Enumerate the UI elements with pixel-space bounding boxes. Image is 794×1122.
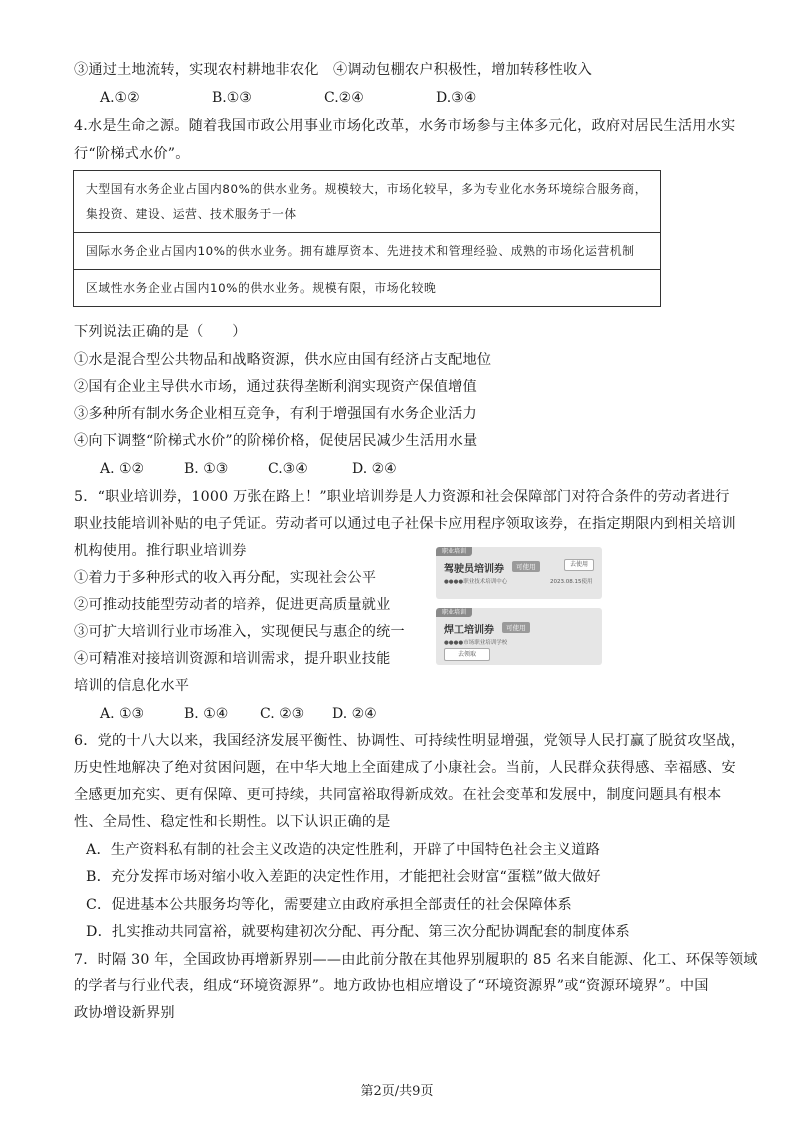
q6-option-a: A．生产资料私有制的社会主义改造的决定性胜利，开辟了中国特色社会主义道路 (86, 842, 601, 858)
q5-options (100, 704, 377, 724)
table-cell: 区域性水务企业占国内10%的供水业务。规模有限，市场化较晚 (74, 270, 661, 307)
coupon-tag: 职业培训 (436, 608, 472, 617)
page-number: 第2页/共9页 (360, 1084, 434, 1099)
coupon-badge: 可使用 (502, 622, 530, 633)
option-a: A. ①③ (100, 706, 145, 722)
q5-statement-4: ④可精准对接培训资源和培训需求，提升职业技能 (74, 651, 391, 667)
claim-coupon-button: 去领取 (444, 648, 490, 661)
q4-stem-line-1: 4.水是生命之源。随着我国市政公用事业市场化改革，水务市场参与主体多元化，政府对居民生活用水实 (74, 118, 736, 134)
q6-stem-line-4: 性、全局性、稳定性和长期性。以下认识正确的是 (74, 814, 391, 830)
coupon-date: 2023.08.15使用 (550, 579, 593, 585)
q5-statement-1: ①着力于多种形式的收入再分配，实现社会公平 (74, 570, 377, 586)
option-d: D.③④ (436, 90, 477, 106)
option-c: C.③④ (268, 461, 308, 477)
option-c: C. ②③ (260, 706, 305, 722)
q4-statement-3: ③多种所有制水务企业相互竞争，有利于增强国有水务企业活力 (74, 406, 477, 422)
option-b: B. ①④ (184, 706, 229, 722)
option-b: B. ①③ (184, 461, 229, 477)
option-a: A. ①② (100, 461, 145, 477)
q5-stem-line-3: 机构使用。推行职业培训券 (74, 543, 247, 559)
coupon-tag: 职业培训 (436, 547, 472, 556)
welder-coupon (436, 608, 602, 665)
q3-statement-line: ③通过土地流转，实现农村耕地非农化 ④调动包棚农户积极性，增加转移性收入 (74, 62, 592, 78)
option-b: B.①③ (212, 90, 252, 106)
driver-coupon (436, 547, 602, 599)
q6-stem-line-3: 全感更加充实、更有保障、更可持续，共同富裕取得新成效。在社会变革和发展中，制度问题具有根本 (74, 787, 722, 803)
q5-statement-3: ③可扩大培训行业市场准入，实现便民与惠企的统一 (74, 624, 405, 640)
q6-option-b: B．充分发挥市场对缩小收入差距的决定性作用，才能把社会财富“蛋糕”做大做好 (86, 869, 601, 885)
q3-options (100, 88, 476, 108)
coupon-badge: 可使用 (512, 561, 540, 572)
table-cell: 大型国有水务企业占国内80%的供水业务。规模较大，市场化较早，多为专业化水务环境综合服务商，集投资、建设、运营、技术服务于一体 (74, 171, 661, 233)
q4-options (100, 459, 397, 479)
table-row (74, 233, 661, 270)
q7-stem-line-1: 7．时隔 30 年，全国政协再增新界别——由此前分散在其他界别履职的 85 名来自能源、化工、环保等领域 (74, 952, 758, 968)
q4-stem-line-2: 行“阶梯式水价”。 (74, 146, 190, 162)
q7-stem-line-2: 的学者与行业代表，组成“环境资源界”。地方政协也相应增设了“环境资源界”或“资源环境界”。中国 (74, 978, 709, 994)
use-coupon-button: 去使用 (564, 559, 594, 571)
q5-statement-2: ②可推动技能型劳动者的培养，促进更高质量就业 (74, 597, 391, 613)
q4-statement-1: ①水是混合型公共物品和战略资源，供水应由国有经济占支配地位 (74, 352, 492, 368)
option-d: D. ②④ (332, 706, 377, 722)
q6-option-d: D．扎实推动共同富裕，就要构建初次分配、再分配、第三次分配协调配套的制度体系 (86, 924, 630, 940)
training-coupons-image (436, 547, 602, 665)
q6-option-c: C．促进基本公共服务均等化，需要建立由政府承担全部责任的社会保障体系 (86, 897, 572, 913)
table-cell: 国际水务企业占国内10%的供水业务。拥有雄厚资本、先进技术和管理经验、成熟的市场化运营机制 (74, 233, 661, 270)
q6-stem-line-1: 6．党的十八大以来，我国经济发展平衡性、协调性、可持续性明显增强，党领导人民打赢了脱贫攻坚战， (74, 733, 746, 749)
q5-stem-line-2: 职业技能培训补贴的电子凭证。劳动者可以通过电子社保卡应用程序领取该券，在指定期限内到相关培训 (74, 516, 736, 532)
option-c: C.②④ (324, 90, 364, 106)
table-row (74, 270, 661, 307)
q5-statement-4-cont: 培训的信息化水平 (74, 678, 190, 694)
q4-statement-2: ②国有企业主导供水市场，通过获得垄断利润实现资产保值增值 (74, 379, 477, 395)
water-enterprise-table (73, 170, 661, 307)
q7-stem-line-3: 政协增设新界别 (74, 1005, 175, 1021)
q4-question: 下列说法正确的是（ ） (74, 324, 247, 340)
q4-statement-4: ④向下调整“阶梯式水价”的阶梯价格，促使居民减少生活用水量 (74, 433, 478, 449)
table-row (74, 171, 661, 233)
coupon-issuer: ●●●●职业技术培训中心 (444, 579, 508, 585)
coupon-title: 焊工培训券 (444, 625, 494, 636)
option-a: A.①② (100, 90, 140, 106)
coupon-issuer: ●●●●市场职业培训学校 (444, 640, 508, 646)
coupon-title: 驾驶员培训券 (444, 564, 504, 575)
q5-stem-line-1: 5．“职业培训券，1000 万张在路上！”职业培训券是人力资源和社会保障部门对符合条件的劳动者进行 (74, 489, 730, 505)
q6-stem-line-2: 历史性地解决了绝对贫困问题，在中华大地上全面建成了小康社会。当前，人民群众获得感、幸福感、安 (74, 760, 736, 776)
option-d: D. ②④ (352, 461, 397, 477)
